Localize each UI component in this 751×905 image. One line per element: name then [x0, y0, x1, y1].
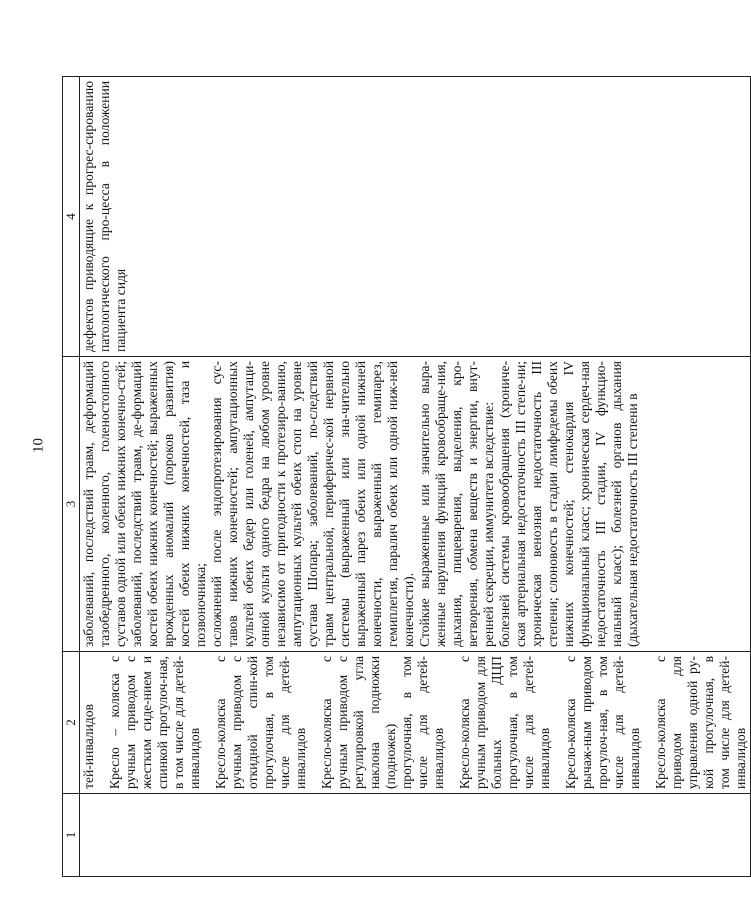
table-header-row — [63, 77, 80, 877]
page-number: 10 — [30, 438, 47, 453]
device-name: Кресло-коляска с ручным приводом с регулировкой угла наклона подножки (подножек) прогулочная, в том числе для детей-инвалидов — [319, 656, 446, 789]
device-name: Кресло-коляска с приводом для управления одной ру-кой прогулочная, в том числе для детей-инвалидов — [653, 656, 748, 789]
header-cell: 4 — [63, 77, 80, 357]
table-cell-col4 — [80, 77, 751, 357]
device-name: Кресло-коляска с ручным приводом для больных ДЦП прогулочная, в том числе для детей-инвалидов — [457, 656, 552, 789]
table-cell-col1 — [80, 794, 751, 877]
device-name: Кресло – коляска с ручным приводом с жестким сиде-нием и спинкой прогулоч-ная, в том числе для детей-инвалидов — [107, 656, 202, 789]
device-name: Кресло-коляска с рычаж-ным приводом прогулоч-ная, в том числе для детей-инвалидов — [563, 656, 642, 789]
header-cell: 2 — [63, 652, 80, 794]
indication-text: осложнений после эндопротезирования сус-тавов нижних конечностей; ампутационных культей обеих бедер или голеней, ампутаци-онной культи одного бедра на любом уровне независимо от пригодности к протезиро-ванию, ампутационных культей обеих стоп на уровне сустава Шопара; заболеваний, по-следствий травм центральной, периферичес-кой нервной системы (выраженный или зна-чительно выраженный парез обеих или одной нижней конечности, выраженный гемипарез, гемиплегия, паралич обеих или одной ниж-ней конечности). — [209, 361, 416, 647]
table-cell-col3 — [80, 357, 751, 652]
table-cell-col2 — [80, 652, 751, 794]
indication-text: Стойкие выраженные или значительно выра-женные нарушения функций кровообраще-ния, дыхания, пищеварения, выделения, кро-ветворения, обмена веществ и энергии, внут-ренней секреции, иммунитета вследствие: — [417, 361, 496, 647]
table-row — [80, 77, 751, 877]
indication-text: заболеваний, последствий травм, деформаций тазобедренного, коленного, голеностопного суставов одной или обеих нижних конечно-стей; заболеваний, последствий травм, де-формаций костей обеих нижних конечностей; выраженных врожденных аномалий (пороков развития) костей обеих нижних конечностей, таза и позвоночника; — [81, 361, 208, 647]
rotated-table-sheet — [62, 77, 748, 877]
header-cell: 3 — [63, 357, 80, 652]
header-cell: 1 — [63, 794, 80, 877]
device-name: тей-инвалидов — [81, 704, 96, 789]
indication-text: болезней системы кровообращения (хрониче-ская артериальная недостаточность III степе-ни; хроническая венозная недостаточность III степени; слоновость в стадии лимфедемы обеих нижних конечностей; стенокардия IV функциональный класс; хроническая сердеч-ная недостаточность III стадии, IV функцио-нальный класс); болезней органов дыхания (дыхательная недостаточность III степени в — [497, 361, 640, 647]
device-name: Кресло-коляска с ручным приводом с откидной спин-кой прогулочная, в том числе для детей-инвалидов — [213, 656, 308, 789]
contraindication-text: дефектов приводящие к прогрес-сированию патологического про-цесса в положении пациента сидя — [81, 81, 128, 352]
document-table — [62, 76, 751, 877]
